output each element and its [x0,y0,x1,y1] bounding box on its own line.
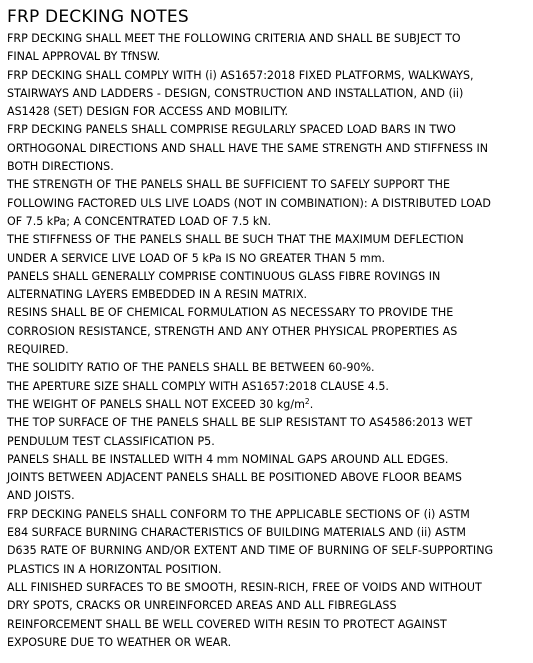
note-line: THE STRENGTH OF THE PANELS SHALL BE SUFFICIENT TO SAFELY SUPPORT THE [7,178,450,192]
notes-title: FRP DECKING NOTES [7,7,189,27]
note-line: OF 7.5 kPa; A CONCENTRATED LOAD OF 7.5 kN. [7,214,272,228]
note-line: AND JOISTS. [7,489,75,503]
notes-body [7,30,529,652]
note-line: ORTHOGONAL DIRECTIONS AND SHALL HAVE THE SAME STRENGTH AND STIFFNESS IN [7,141,489,155]
note-line: PANELS SHALL BE INSTALLED WITH 4 mm NOMINAL GAPS AROUND ALL EDGES. [7,452,449,466]
note-line: REINFORCEMENT SHALL BE WELL COVERED WITH RESIN TO PROTECT AGAINST [7,617,447,631]
note-line: FOLLOWING FACTORED ULS LIVE LOADS (NOT IN COMBINATION): A DISTRIBUTED LOAD [7,196,491,210]
note-line: AS1428 (SET) DESIGN FOR ACCESS AND MOBILITY. [7,105,288,119]
note-line: CORROSION RESISTANCE, STRENGTH AND ANY OTHER PHYSICAL PROPERTIES AS [7,324,458,338]
note-line: STAIRWAYS AND LADDERS - DESIGN, CONSTRUCTION AND INSTALLATION, AND (ii) [7,86,464,100]
note-line: PLASTICS IN A HORIZONTAL POSITION. [7,562,222,576]
note-line: E84 SURFACE BURNING CHARACTERISTICS OF BUILDING MATERIALS AND (ii) ASTM [7,526,466,540]
note-line: JOINTS BETWEEN ADJACENT PANELS SHALL BE POSITIONED ABOVE FLOOR BEAMS [7,471,462,485]
note-line-weight [7,396,529,414]
note-line: THE STIFFNESS OF THE PANELS SHALL BE SUCH THAT THE MAXIMUM DEFLECTION [7,233,464,247]
weight-text: THE WEIGHT OF PANELS SHALL NOT EXCEED 30 kg/m [7,397,305,411]
note-line: UNDER A SERVICE LIVE LOAD OF 5 kPa IS NO GREATER THAN 5 mm. [7,251,386,265]
notes-sheet [7,6,529,652]
note-line: FRP DECKING SHALL MEET THE FOLLOWING CRITERIA AND SHALL BE SUBJECT TO [7,32,461,45]
note-line: BOTH DIRECTIONS. [7,160,114,174]
note-line: ALTERNATING LAYERS EMBEDDED IN A RESIN MATRIX. [7,288,308,302]
note-line: RESINS SHALL BE OF CHEMICAL FORMULATION AS NECESSARY TO PROVIDE THE [7,306,454,320]
note-line: PANELS SHALL GENERALLY COMPRISE CONTINUOUS GLASS FIBRE ROVINGS IN [7,269,441,283]
note-line: FRP DECKING PANELS SHALL COMPRISE REGULARLY SPACED LOAD BARS IN TWO [7,123,456,137]
weight-period: . [309,397,314,411]
note-line: FRP DECKING PANELS SHALL CONFORM TO THE APPLICABLE SECTIONS OF (i) ASTM [7,507,470,521]
note-line: D635 RATE OF BURNING AND/OR EXTENT AND TIME OF BURNING OF SELF-SUPPORTING [7,544,494,558]
note-line: PENDULUM TEST CLASSIFICATION P5. [7,434,215,448]
note-line: DRY SPOTS, CRACKS OR UNREINFORCED AREAS AND ALL FIBREGLASS [7,599,397,613]
superscript-2: 2 [304,396,310,406]
note-line: THE APERTURE SIZE SHALL COMPLY WITH AS1657:2018 CLAUSE 4.5. [7,379,389,393]
note-line: EXPOSURE DUE TO WEATHER OR WEAR. [7,635,232,649]
note-line: ALL FINISHED SURFACES TO BE SMOOTH, RESIN-RICH, FREE OF VOIDS AND WITHOUT [7,580,482,594]
note-line: REQUIRED. [7,343,69,357]
note-line: FINAL APPROVAL BY TfNSW. [7,50,161,64]
note-line: THE TOP SURFACE OF THE PANELS SHALL BE SLIP RESISTANT TO AS4586:2013 WET [7,416,473,430]
note-line: THE SOLIDITY RATIO OF THE PANELS SHALL BE BETWEEN 60-90%. [7,361,375,375]
note-line: FRP DECKING SHALL COMPLY WITH (i) AS1657:2018 FIXED PLATFORMS, WALKWAYS, [7,68,474,82]
